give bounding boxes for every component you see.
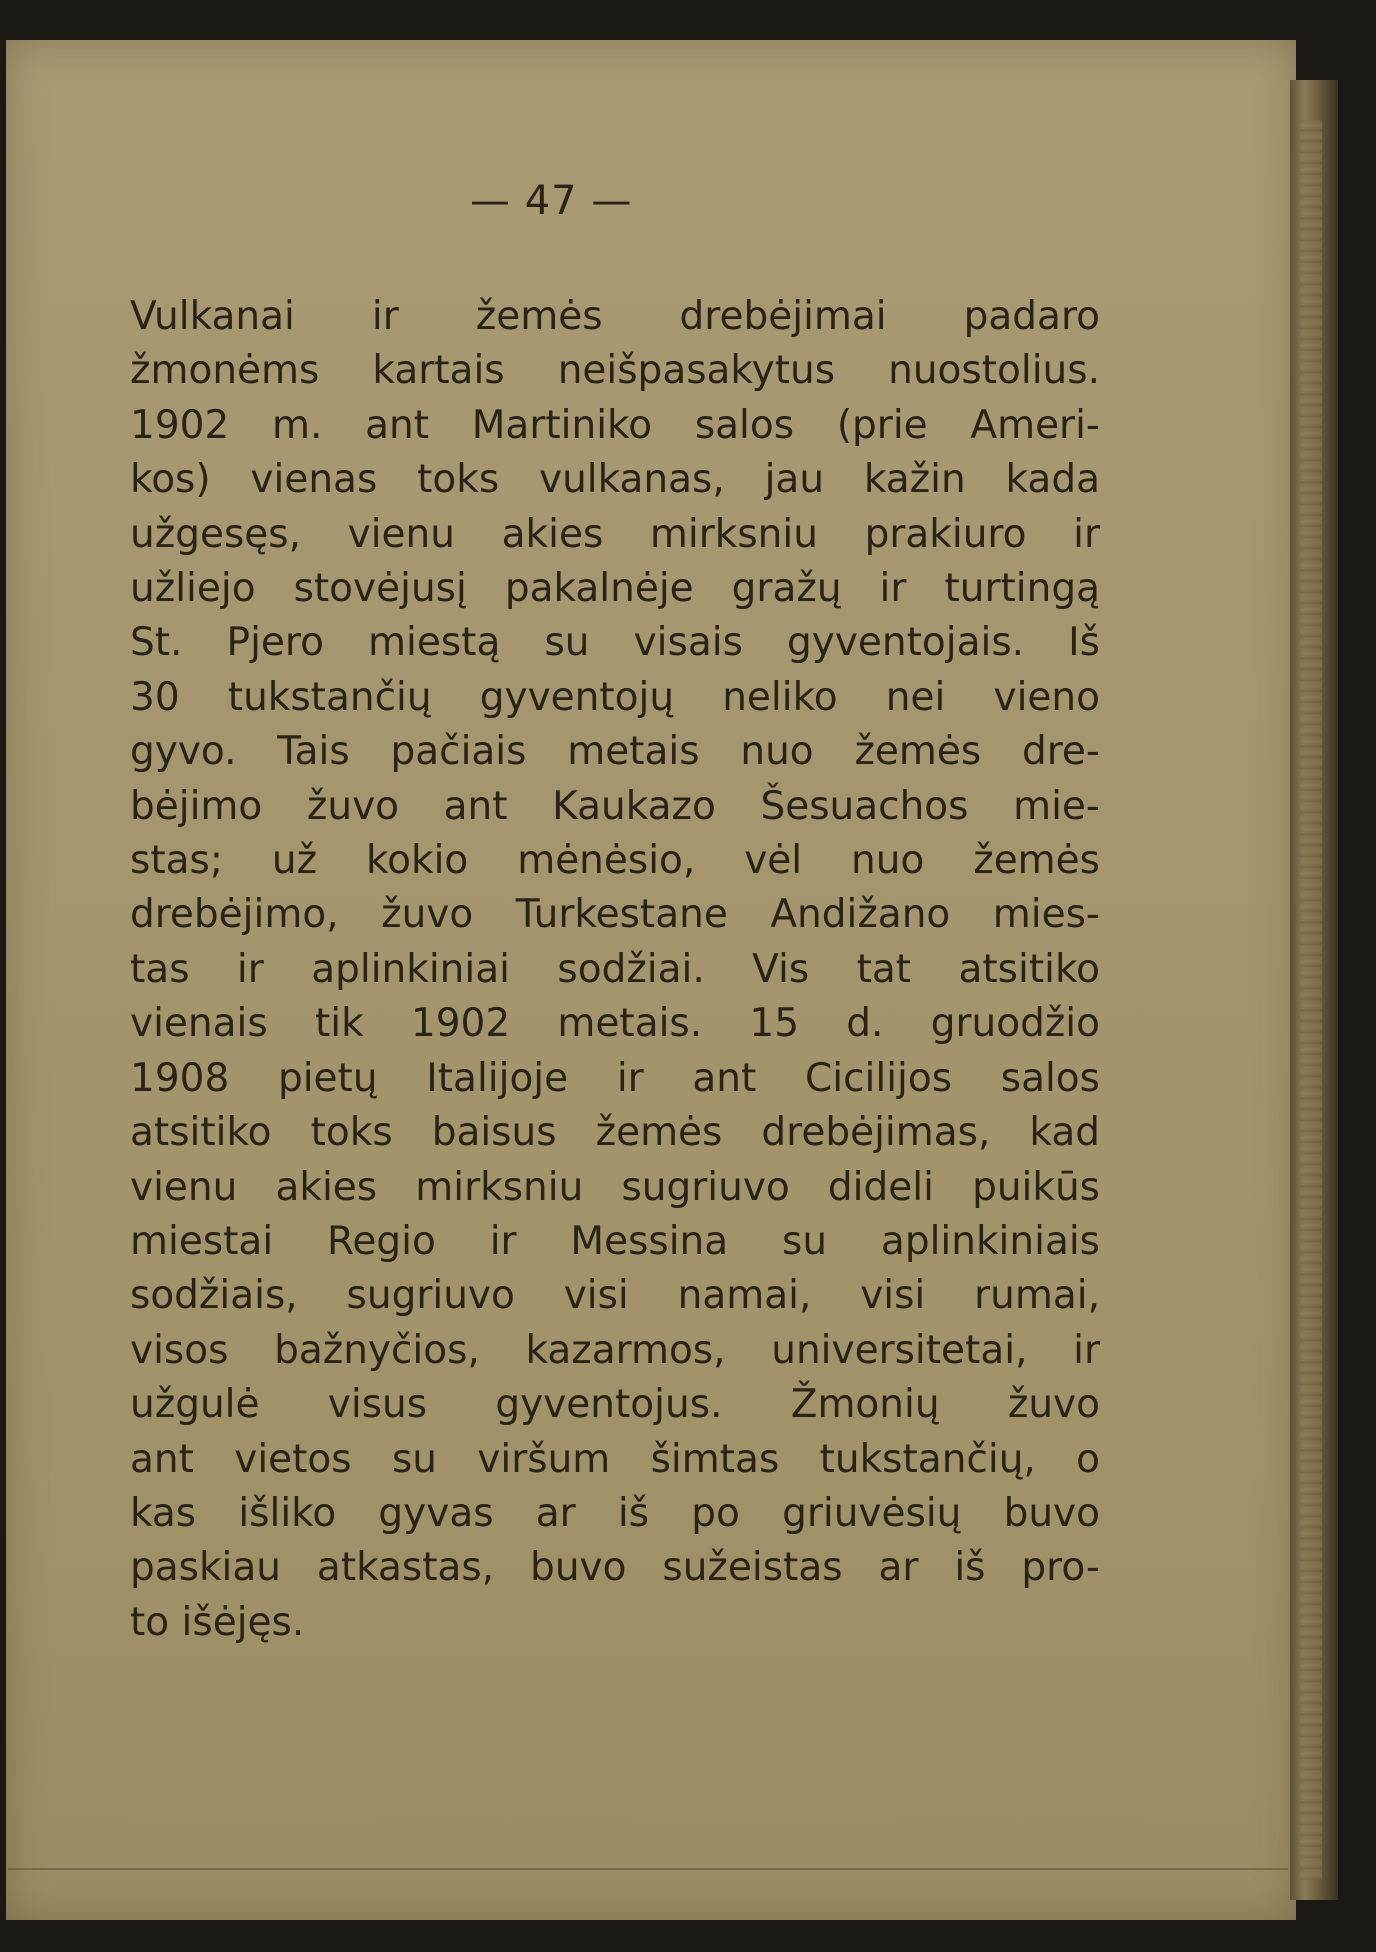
text-line: 1908 pietų Italijoje ir ant Cicilijos salos (130, 1055, 1100, 1101)
text-line: kos) vienas toks vulkanas, jau kažin kada (130, 457, 1100, 503)
text-line: paskiau atkastas, buvo sužeistas ar iš pro- (130, 1545, 1100, 1591)
text-line: kas išliko gyvas ar iš po griuvėsių buvo (130, 1490, 1100, 1536)
text-line: atsitiko toks baisus žemės drebėjimas, kad (130, 1110, 1100, 1156)
text-line: sodžiais, sugriuvo visi namai, visi rumai, (130, 1273, 1100, 1319)
text-line: vienu akies mirksniu sugriuvo dideli puikūs (130, 1164, 1100, 1210)
page-number: — 47 — (470, 178, 633, 224)
body-paragraph (130, 290, 1100, 1650)
text-line: ant vietos su viršum šimtas tukstančių, o (130, 1436, 1100, 1482)
text-line: miestai Regio ir Messina su aplinkiniais (130, 1218, 1100, 1264)
text-line: visos bažnyčios, kazarmos, universitetai, ir (130, 1327, 1100, 1373)
text-line: 1902 m. ant Martiniko salos (prie Ameri- (130, 402, 1100, 448)
text-line: žmonėms kartais neišpasakytus nuostolius. (130, 348, 1100, 394)
text-line: 30 tukstančių gyventojų neliko nei vieno (130, 674, 1100, 720)
text-line: bėjimo žuvo ant Kaukazo Šesuachos mie- (130, 783, 1100, 829)
text-line: vienais tik 1902 metais. 15 d. gruodžio (130, 1001, 1100, 1047)
bottom-rule (8, 1868, 1288, 1870)
text-line: užgesęs, vienu akies mirksniu prakiuro ir (130, 511, 1100, 557)
text-line: drebėjimo, žuvo Turkestane Andižano mies- (130, 892, 1100, 938)
book-edge-pages (1300, 120, 1322, 1880)
text-line: užgulė visus gyventojus. Žmonių žuvo (130, 1382, 1100, 1428)
text-line: užliejo stovėjusį pakalnėje gražų ir turtingą (130, 566, 1100, 612)
text-line: St. Pjero miestą su visais gyventojais. Iš (130, 620, 1100, 666)
text-line: to išėjęs. (130, 1599, 305, 1645)
text-line: stas; už kokio mėnėsio, vėl nuo žemės (130, 838, 1100, 884)
text-line: gyvo. Tais pačiais metais nuo žemės dre- (130, 729, 1100, 775)
text-line: Vulkanai ir žemės drebėjimai padaro (130, 294, 1100, 339)
text-line: tas ir aplinkiniai sodžiai. Vis tat atsitiko (130, 946, 1100, 992)
